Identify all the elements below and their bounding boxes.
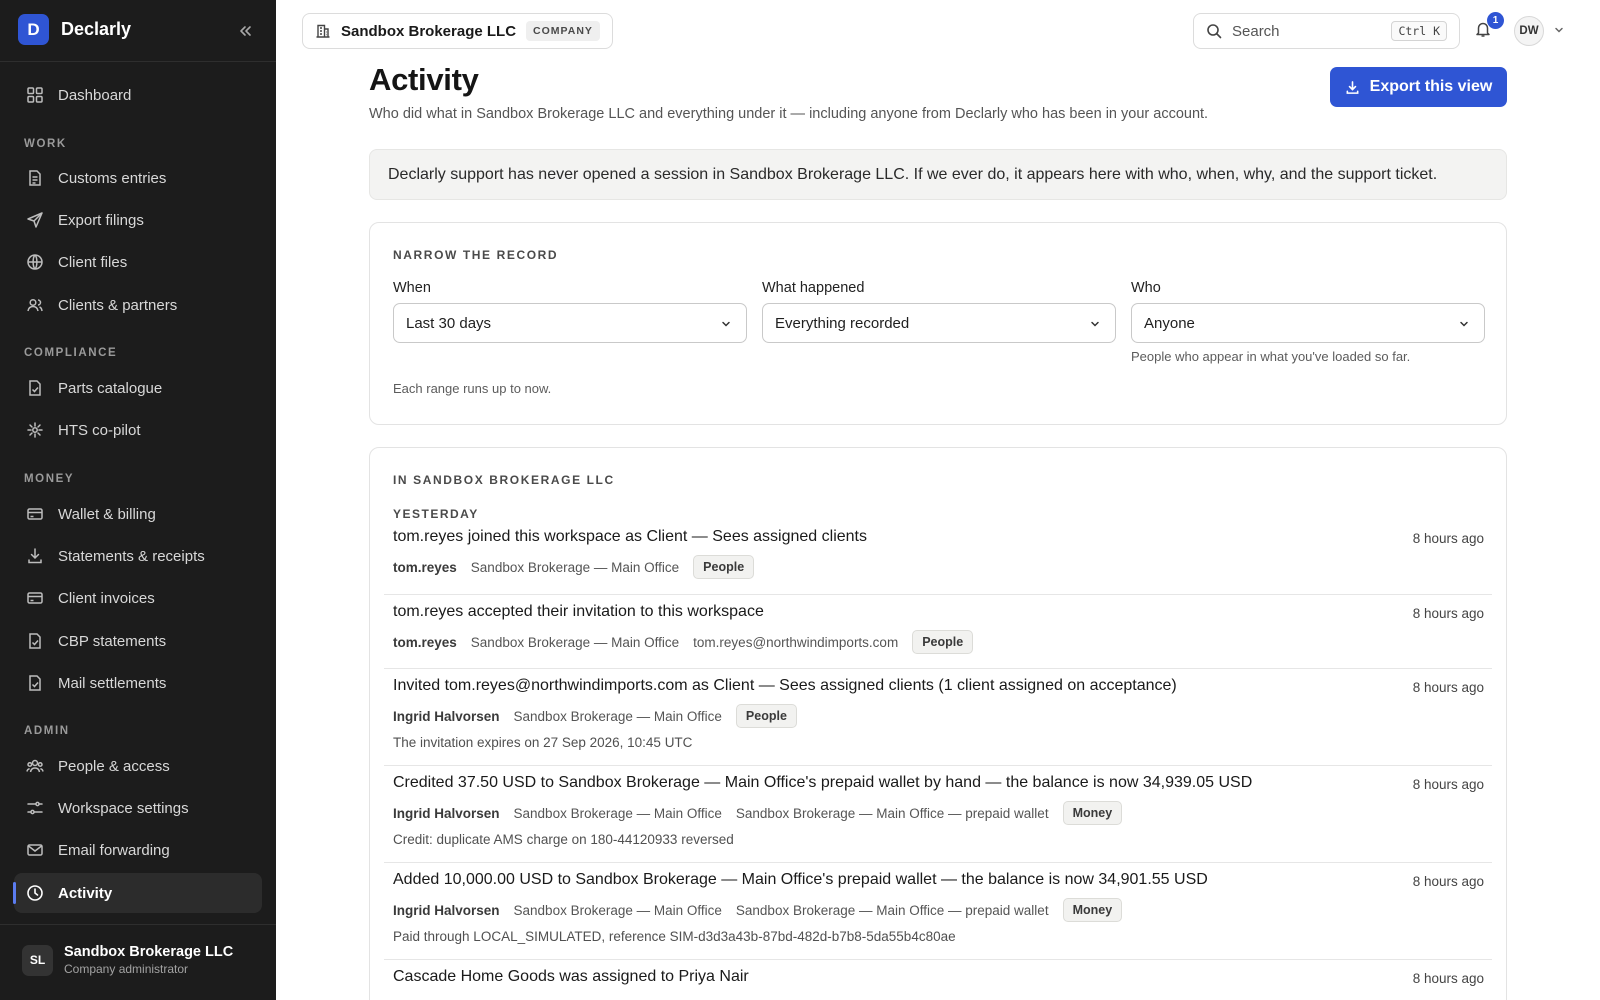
- nav-section-work: WORK: [24, 138, 67, 150]
- clock-icon: [26, 884, 44, 902]
- sidebar-item-email-forwarding[interactable]: [14, 830, 262, 870]
- sidebar-item-client-files[interactable]: [14, 242, 262, 282]
- who-help: People who appear in what you've loaded so far.: [1131, 349, 1411, 364]
- export-button-label: Export this view: [1369, 78, 1493, 95]
- file-check-icon: [26, 632, 44, 650]
- entry-time: 8 hours ago: [1412, 874, 1484, 889]
- page-title: Activity: [369, 62, 479, 97]
- entry-title: tom.reyes joined this workspace as Client — Sees assigned clients: [393, 528, 867, 545]
- entry-tag: Money: [1063, 801, 1123, 825]
- chevron-down-icon[interactable]: [1553, 24, 1565, 36]
- company-switcher[interactable]: [302, 13, 613, 49]
- document-icon: [26, 169, 44, 187]
- export-button[interactable]: [1330, 67, 1507, 107]
- support-notice: [369, 149, 1507, 200]
- sidebar-item-label: Clients & partners: [58, 296, 178, 314]
- entry-office: Sandbox Brokerage — Main Office: [513, 902, 722, 918]
- entry-time: 8 hours ago: [1412, 531, 1484, 546]
- company-name: Sandbox Brokerage LLC: [341, 22, 517, 40]
- sliders-icon: [26, 799, 44, 817]
- search-input[interactable]: [1193, 13, 1460, 49]
- building-icon: [315, 23, 331, 39]
- sidebar-item-client-invoices[interactable]: [14, 578, 262, 618]
- entry-meta: [393, 630, 973, 654]
- sidebar-item-label: Workspace settings: [58, 799, 189, 817]
- sidebar-item-activity[interactable]: [14, 873, 262, 913]
- what-select[interactable]: [762, 303, 1116, 343]
- company-badge: COMPANY: [526, 21, 600, 41]
- entry-note: Paid through LOCAL_SIMULATED, reference SIM-d3d3a43b-87bd-482d-b7b8-5da55b4c80ae: [393, 929, 956, 944]
- sidebar-item-label: Activity: [58, 884, 113, 902]
- account-avatar: SL: [22, 945, 53, 976]
- sidebar-footer-divider: [0, 924, 276, 925]
- when-label: When: [393, 280, 431, 296]
- users-icon: [26, 296, 44, 314]
- sidebar-item-mail-settlements[interactable]: [14, 663, 262, 703]
- account-role: Company administrator: [64, 962, 189, 976]
- brand-logo: D: [18, 14, 49, 45]
- sparkle-icon: [26, 421, 44, 439]
- file-check-icon: [26, 674, 44, 692]
- entry-note: Credit: duplicate AMS charge on 180-44120933 reversed: [393, 832, 734, 847]
- account-name: Sandbox Brokerage LLC: [64, 944, 234, 960]
- account-switcher[interactable]: [22, 944, 233, 976]
- who-label: Who: [1131, 280, 1161, 296]
- entry-actor: Ingrid Halvorsen: [393, 902, 500, 918]
- sidebar-item-label: Email forwarding: [58, 841, 170, 859]
- filter-heading: NARROW THE RECORD: [393, 248, 559, 262]
- file-check-icon: [26, 379, 44, 397]
- sidebar-item-label: Dashboard: [58, 86, 132, 104]
- entry-office: Sandbox Brokerage — Main Office: [513, 805, 722, 821]
- entry-note: The invitation expires on 27 Sep 2026, 10:45 UTC: [393, 735, 693, 750]
- entry-title: Credited 37.50 USD to Sandbox Brokerage — Main Office's prepaid wallet by hand — the balance is now 34,939.05 USD: [393, 774, 1253, 791]
- send-icon: [26, 211, 44, 229]
- when-value: Last 30 days: [406, 314, 492, 332]
- brand[interactable]: [18, 14, 131, 45]
- entry-meta: [393, 704, 797, 728]
- notification-badge: 1: [1487, 12, 1504, 29]
- activity-entry[interactable]: [384, 669, 1492, 766]
- entry-title: tom.reyes accepted their invitation to this workspace: [393, 603, 764, 620]
- day-heading: YESTERDAY: [393, 507, 479, 521]
- activity-entry[interactable]: [384, 863, 1492, 960]
- sidebar-item-label: Wallet & billing: [58, 505, 156, 523]
- entry-extra: Sandbox Brokerage — Main Office — prepaid wallet: [735, 805, 1049, 821]
- search-placeholder: Search: [1232, 22, 1280, 40]
- entry-tag: People: [912, 630, 973, 654]
- who-select[interactable]: [1131, 303, 1485, 343]
- entry-meta: [393, 898, 1122, 922]
- entry-extra: Sandbox Brokerage — Main Office — prepaid wallet: [735, 902, 1049, 918]
- entry-actor: tom.reyes: [393, 634, 457, 650]
- entry-actor: Ingrid Halvorsen: [393, 805, 500, 821]
- activity-entry[interactable]: [384, 520, 1492, 595]
- entry-time: 8 hours ago: [1412, 777, 1484, 792]
- sidebar-item-label: Parts catalogue: [58, 379, 163, 397]
- sidebar-divider: [0, 61, 276, 62]
- entry-title: Invited tom.reyes@northwindimports.com as Client — Sees assigned clients (1 client assigned on acceptance): [393, 677, 1177, 694]
- sidebar-item-label: CBP statements: [58, 632, 167, 650]
- sidebar-item-clients-partners[interactable]: [14, 285, 262, 325]
- entry-meta: [393, 555, 754, 579]
- search-shortcut: Ctrl K: [1391, 21, 1447, 41]
- sidebar-item-hts-copilot[interactable]: [14, 410, 262, 450]
- entry-office: Sandbox Brokerage — Main Office: [470, 634, 680, 650]
- log-heading: IN SANDBOX BROKERAGE LLC: [393, 473, 615, 487]
- who-value: Anyone: [1144, 314, 1195, 332]
- activity-entry[interactable]: [384, 595, 1492, 669]
- nav-section-admin: ADMIN: [24, 725, 70, 737]
- chevron-down-icon: [720, 318, 732, 330]
- sidebar-item-label: Statements & receipts: [58, 547, 205, 565]
- chevron-down-icon: [1089, 318, 1101, 330]
- sidebar-item-export-filings[interactable]: [14, 200, 262, 240]
- activity-log-card: [369, 447, 1507, 1000]
- sidebar-item-people-access[interactable]: [14, 746, 262, 786]
- entry-office: Sandbox Brokerage — Main Office: [470, 559, 680, 575]
- what-value: Everything recorded: [775, 314, 910, 332]
- entry-time: 8 hours ago: [1412, 971, 1484, 986]
- card-icon: [26, 589, 44, 607]
- entry-title: Added 10,000.00 USD to Sandbox Brokerage — Main Office's prepaid wallet — the balance is now 34,901.55 USD: [393, 871, 1208, 888]
- sidebar-item-workspace-settings[interactable]: [14, 788, 262, 828]
- mail-icon: [26, 841, 44, 859]
- people-icon: [26, 757, 44, 775]
- entry-tag: People: [693, 555, 754, 579]
- sidebar-item-label: Export filings: [58, 211, 144, 229]
- page-subtitle: Who did what in Sandbox Brokerage LLC and everything under it — including anyone from Declarly who has been in your account.: [369, 106, 1209, 122]
- nav-section-money: MONEY: [24, 473, 75, 485]
- sidebar-item-label: HTS co-pilot: [58, 421, 141, 439]
- entry-time: 8 hours ago: [1412, 606, 1484, 621]
- when-select[interactable]: [393, 303, 747, 343]
- download-icon: [1345, 80, 1360, 95]
- sidebar-item-customs-entries[interactable]: [14, 158, 262, 198]
- search-icon: [1206, 23, 1222, 39]
- sidebar-item-label: Client files: [58, 253, 128, 271]
- user-avatar[interactable]: DW: [1514, 16, 1544, 46]
- activity-entry[interactable]: [384, 960, 1492, 1000]
- support-notice-text: Declarly support has never opened a session in Sandbox Brokerage LLC. If we ever do, it appears here with who, when, why, and the support ticket.: [388, 165, 1438, 183]
- what-label: What happened: [762, 280, 865, 296]
- entry-actor: Ingrid Halvorsen: [393, 708, 500, 724]
- entry-title: Cascade Home Goods was assigned to Priya Nair: [393, 968, 749, 985]
- activity-entry[interactable]: [384, 766, 1492, 863]
- chevron-down-icon: [1458, 318, 1470, 330]
- sidebar-item-cbp-statements[interactable]: [14, 621, 262, 661]
- sidebar-item-label: People & access: [58, 757, 170, 775]
- entry-time: 8 hours ago: [1412, 680, 1484, 695]
- entry-tag: Money: [1063, 898, 1123, 922]
- entry-meta: [393, 801, 1122, 825]
- sidebar-item-label: Mail settlements: [58, 674, 167, 692]
- brand-name: Declarly: [61, 19, 132, 39]
- globe-icon: [26, 253, 44, 271]
- nav-section-compliance: COMPLIANCE: [24, 347, 118, 359]
- dashboard-icon: [26, 86, 44, 104]
- sidebar-item-wallet-billing[interactable]: [14, 494, 262, 534]
- sidebar-item-dashboard[interactable]: [14, 75, 262, 115]
- collapse-sidebar-button[interactable]: [234, 20, 256, 42]
- chevrons-left-icon: [238, 24, 252, 38]
- entry-office: Sandbox Brokerage — Main Office: [513, 708, 722, 724]
- card-icon: [26, 505, 44, 523]
- entry-tag: People: [736, 704, 797, 728]
- entry-extra: tom.reyes@northwindimports.com: [693, 634, 899, 650]
- sidebar-item-label: Client invoices: [58, 589, 155, 607]
- download-icon: [26, 547, 44, 565]
- sidebar-item-parts-catalogue[interactable]: [14, 368, 262, 408]
- when-help: Each range runs up to now.: [393, 381, 552, 396]
- filter-card: [369, 222, 1507, 425]
- sidebar-item-label: Customs entries: [58, 169, 167, 187]
- sidebar: [0, 0, 276, 1000]
- sidebar-item-statements-receipts[interactable]: [14, 536, 262, 576]
- entry-actor: tom.reyes: [393, 559, 457, 575]
